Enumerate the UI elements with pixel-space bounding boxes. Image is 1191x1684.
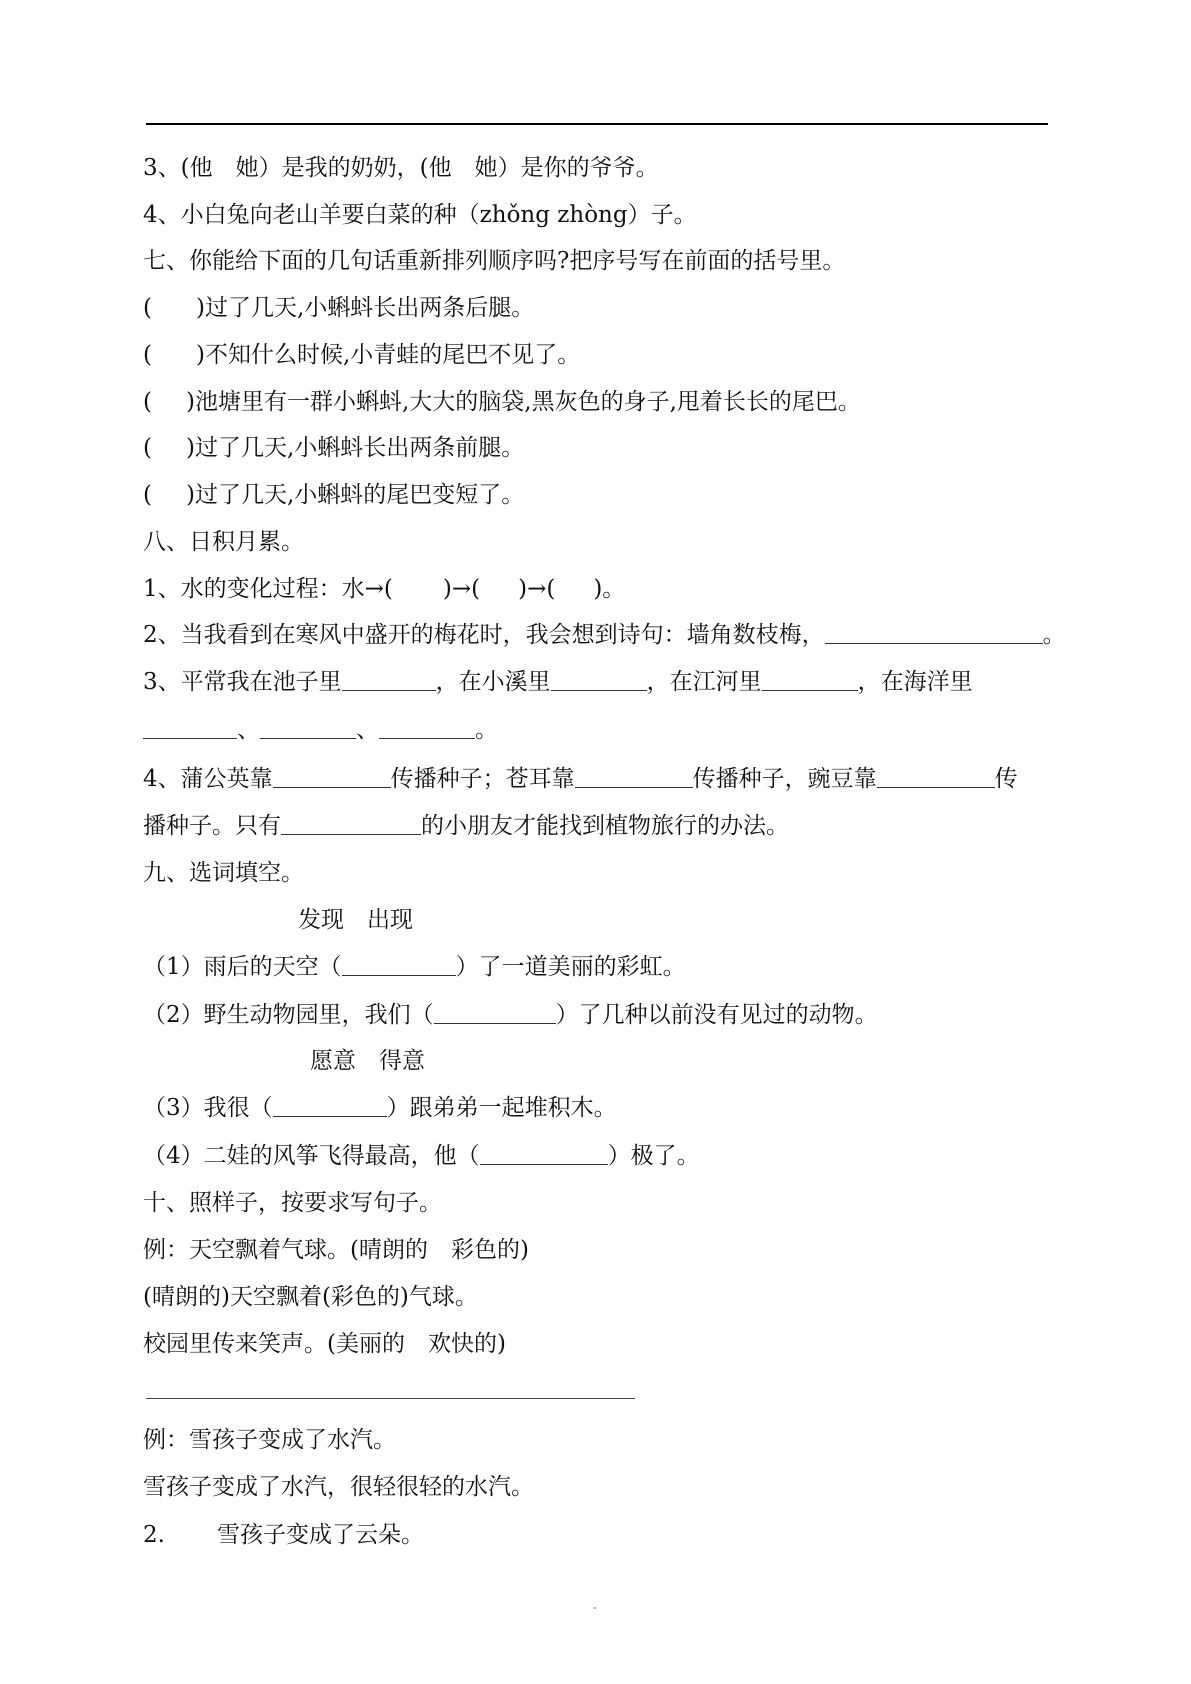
example-1: 例：天空飘着气球。(晴朗的 彩色的) bbox=[143, 1237, 529, 1263]
section-7-title: 七、你能给下面的几句话重新排列顺序吗?把序号写在前面的括号里。 bbox=[143, 248, 846, 274]
page-dot bbox=[594, 1607, 596, 1609]
question-10-2: 2. 雪孩子变成了云朵。 bbox=[143, 1522, 424, 1548]
section-10-title: 十、照样子，按要求写句子。 bbox=[143, 1190, 442, 1216]
answer-line[interactable] bbox=[146, 1398, 635, 1399]
example-2-answer: 雪孩子变成了水汽，很轻很轻的水汽。 bbox=[143, 1474, 534, 1500]
answer-blank[interactable] bbox=[379, 716, 475, 739]
answer-blank[interactable] bbox=[260, 716, 356, 739]
answer-blank[interactable] bbox=[342, 953, 456, 976]
fill-item-4: （4）二娃的风筝飞得最高，他（ ）极了。 bbox=[143, 1143, 700, 1169]
order-item-3: ( )池塘里有一群小蝌蚪,大大的脑袋,黑灰色的身子,甩着长长的尾巴。 bbox=[143, 389, 861, 415]
answer-blank[interactable] bbox=[762, 668, 858, 691]
fill-item-2: （2）野生动物园里，我们（ ）了几种以前没有见过的动物。 bbox=[143, 1002, 878, 1028]
answer-blank[interactable] bbox=[273, 765, 391, 788]
section-8-title: 八、日积月累。 bbox=[143, 529, 304, 555]
example-2: 例：雪孩子变成了水汽。 bbox=[143, 1427, 396, 1453]
question-8-3-cont: 、 、 。 bbox=[143, 715, 498, 745]
question-8-2: 2、当我看到在寒风中盛开的梅花时，我会想到诗句：墙角数枝梅， 。 bbox=[143, 622, 1066, 648]
question-8-1: 1、水的变化过程：水→( )→( )→( )。 bbox=[143, 576, 626, 602]
answer-blank[interactable] bbox=[342, 668, 436, 691]
section-9-title: 九、选词填空。 bbox=[143, 860, 304, 886]
answer-blank[interactable] bbox=[825, 621, 1043, 644]
question-6-4: 4、小白兔向老山羊要白菜的种（zhǒng zhòng）子。 bbox=[143, 202, 697, 228]
question-8-4-cont: 播种子。只有 的小朋友才能找到植物旅行的办法。 bbox=[143, 813, 789, 839]
example-1-answer: (晴朗的)天空飘着(彩色的)气球。 bbox=[143, 1284, 478, 1310]
answer-blank[interactable] bbox=[551, 668, 647, 691]
order-item-2: ( )不知什么时候,小青蛙的尾巴不见了。 bbox=[143, 342, 581, 368]
order-item-4: ( )过了几天,小蝌蚪长出两条前腿。 bbox=[143, 435, 525, 461]
header-rule bbox=[146, 123, 1048, 125]
word-choices-2: 愿意 得意 bbox=[310, 1048, 425, 1074]
answer-blank[interactable] bbox=[480, 1142, 608, 1165]
question-10-1: 校园里传来笑声。(美丽的 欢快的) bbox=[143, 1331, 506, 1357]
answer-blank[interactable] bbox=[575, 765, 693, 788]
fill-item-3: （3）我很（ ）跟弟弟一起堆积木。 bbox=[143, 1095, 617, 1121]
answer-blank[interactable] bbox=[273, 1094, 387, 1117]
question-6-3: 3、(他 她）是我的奶奶，(他 她）是你的爷爷。 bbox=[143, 155, 659, 181]
answer-blank[interactable] bbox=[877, 765, 995, 788]
word-choices-1: 发现 出现 bbox=[298, 907, 413, 933]
answer-blank[interactable] bbox=[281, 812, 421, 835]
fill-item-1: （1）雨后的天空（ ）了一道美丽的彩虹。 bbox=[143, 954, 686, 980]
answer-blank[interactable] bbox=[143, 716, 237, 739]
order-item-5: ( )过了几天,小蝌蚪的尾巴变短了。 bbox=[143, 482, 525, 508]
answer-blank[interactable] bbox=[434, 1001, 556, 1024]
order-item-1: ( )过了几天,小蝌蚪长出两条后腿。 bbox=[143, 295, 535, 321]
question-8-4: 4、蒲公英靠 传播种子；苍耳靠 传播种子，豌豆靠 传 bbox=[143, 766, 1018, 792]
question-8-3: 3、平常我在池子里 ，在小溪里 ，在江河里 ，在海洋里 bbox=[143, 669, 973, 695]
